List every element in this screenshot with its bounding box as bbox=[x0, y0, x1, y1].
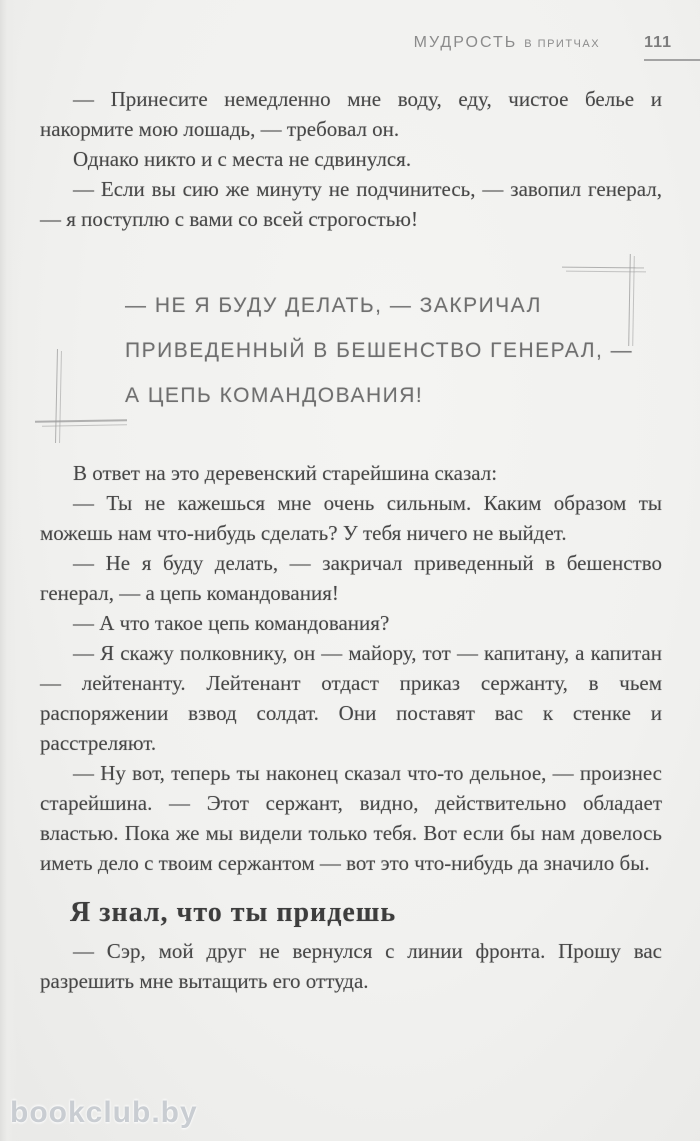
section-heading: Я знал, что ты придешь bbox=[70, 897, 397, 928]
paragraph: В ответ на это деревенский старейшина сказал: bbox=[73, 461, 498, 485]
page-body-text bbox=[40, 84, 662, 996]
paragraph: — Сэр, мой друг не вернулся с линии фронта. Прошу вас разрешить мне вытащить его оттуда. bbox=[40, 939, 662, 993]
pull-quote-line: ПРИВЕДЕННЫЙ В БЕШЕНСТВО ГЕНЕРАЛ, — bbox=[125, 339, 634, 362]
paragraph: — Если вы сию же минуту не подчинитесь, — завопил генерал, — я поступлю с вами со всей строгостью! bbox=[40, 177, 662, 231]
running-header bbox=[0, 34, 672, 52]
paragraph: — Ну вот, теперь ты наконец сказал что-то дельное, — произнес старейшина. — Этот сержант, видно, действительно обладает властью. Пока же мы видели только тебя. Вот если бы нам довелось иметь дело с твоим сержантом — вот это что-нибудь да значило бы. bbox=[40, 761, 662, 875]
pull-quote bbox=[125, 283, 662, 418]
header-rule-line bbox=[644, 59, 700, 61]
paragraph: — А что такое цепь командования? bbox=[73, 611, 390, 635]
running-title: МУДРОСТЬ bbox=[413, 34, 518, 51]
watermark: bookclub.by bbox=[10, 1096, 198, 1129]
paragraph: — Не я буду делать, — закричал приведенный в бешенство генерал, — а цепь командования! bbox=[40, 551, 662, 605]
paragraph: — Я скажу полковнику, он — майору, тот — капитану, а капитан — лейтенанту. Лейтенант отдаст приказ сержанту, в чьем распоряжении взвод солдат. Они поставят вас к стенке и расстреляют. bbox=[40, 641, 662, 755]
paragraph: — Принесите немедленно мне воду, еду, чистое белье и накормите мою лошадь, — требовал он. bbox=[40, 87, 662, 141]
paragraph: — Ты не кажешься мне очень сильным. Каким образом ты можешь нам что-нибудь сделать? У тебя ничего не выйдет. bbox=[40, 491, 662, 545]
page-number: 111 bbox=[644, 34, 672, 51]
running-subtitle: В ПРИТЧАХ bbox=[524, 38, 601, 50]
pull-quote-line: А ЦЕПЬ КОМАНДОВАНИЯ! bbox=[125, 384, 424, 407]
paragraph: Однако никто и с места не сдвинулся. bbox=[73, 147, 412, 171]
pull-quote-line: — НЕ Я БУДУ ДЕЛАТЬ, — ЗАКРИЧАЛ bbox=[125, 294, 542, 317]
